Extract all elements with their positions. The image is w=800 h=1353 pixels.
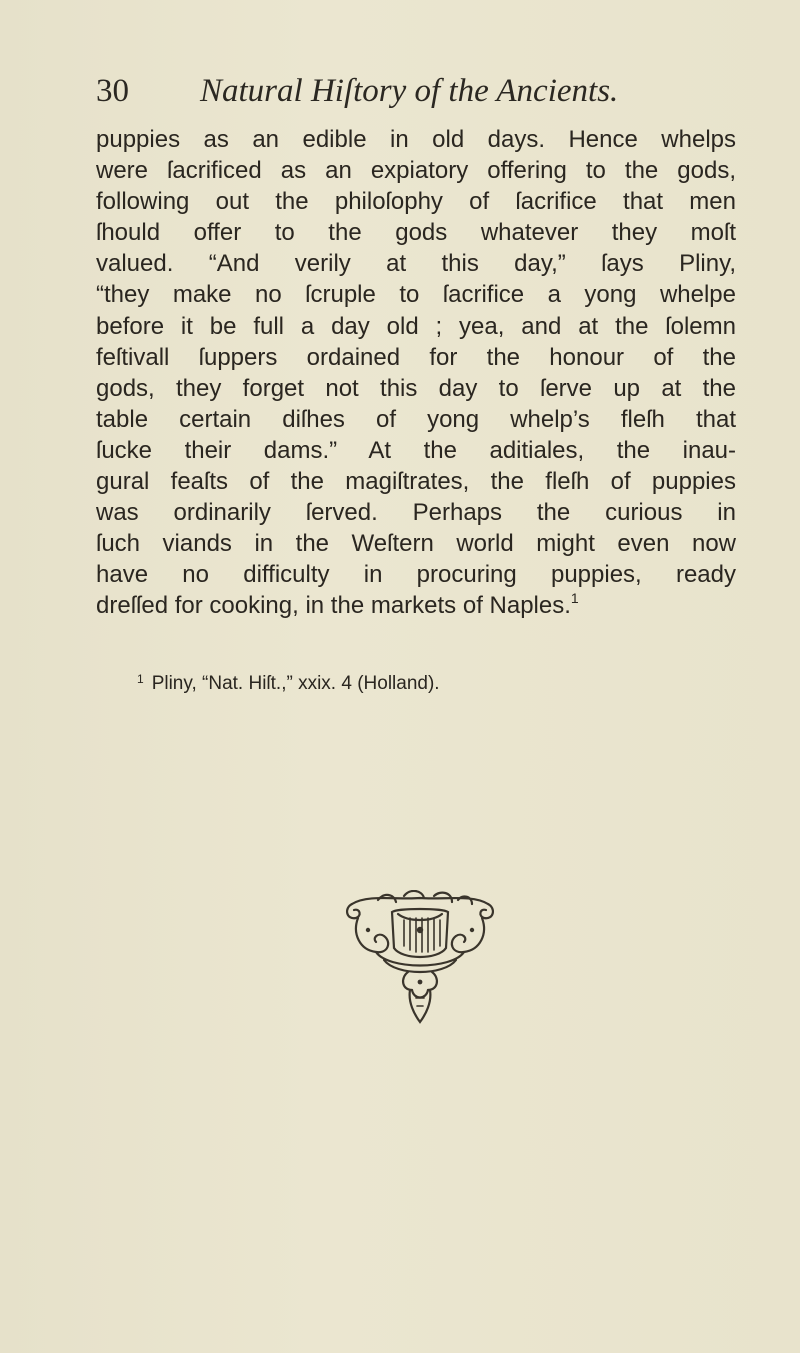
- text-line: before it be full a day old ; yea, and at the ſolemn: [96, 312, 736, 340]
- text-line-last: [96, 590, 736, 621]
- body-text: [96, 124, 736, 622]
- page-number: 30: [96, 73, 129, 109]
- text-line: gods, they forget not this day to ſerve up at the: [96, 374, 736, 402]
- footnote-reference[interactable]: 1: [570, 590, 579, 607]
- page-header: [96, 66, 736, 116]
- running-title: Natural Hiſtory of the Ancients.: [200, 73, 619, 109]
- text-line: table certain diſhes of yong whelp’s fleſh that: [96, 405, 736, 433]
- footnote-marker: 1: [137, 672, 144, 686]
- ornament-tailpiece-icon: [338, 890, 502, 1026]
- text-line: was ordinarily ſerved. Perhaps the curious in: [96, 499, 736, 527]
- text-line: “they make no ſcruple to ſacrifice a yong whelpe: [96, 281, 736, 309]
- footnote: [137, 670, 737, 698]
- text-line: following out the philoſophy of ſacrifice that men: [96, 188, 736, 216]
- text-line: puppies as an edible in old days. Hence whelps: [96, 126, 736, 153]
- text-line: ſhould offer to the gods whatever they moſt: [96, 219, 736, 247]
- text-line: valued. “And verily at this day,” ſays Pliny,: [96, 250, 736, 278]
- text-line: gural feaſts of the magiſtrates, the fleſh of puppies: [96, 468, 736, 496]
- text-line: feſtivall ſuppers ordained for the honour of the: [96, 343, 736, 371]
- text-line: ſucke their dams.” At the aditiales, the inau-: [96, 436, 736, 464]
- text-line: ſuch viands in the Weſtern world might even now: [96, 530, 736, 558]
- footnote-text: Pliny, “Nat. Hiſt.,” xxix. 4 (Holland).: [151, 673, 440, 694]
- text-line: were ſacrificed as an expiatory offering to the gods,: [96, 157, 736, 185]
- text-line-last-content: dreſſed for cooking, in the markets of Naples.: [96, 592, 571, 620]
- text-line: have no difficulty in procuring puppies, ready: [96, 561, 736, 589]
